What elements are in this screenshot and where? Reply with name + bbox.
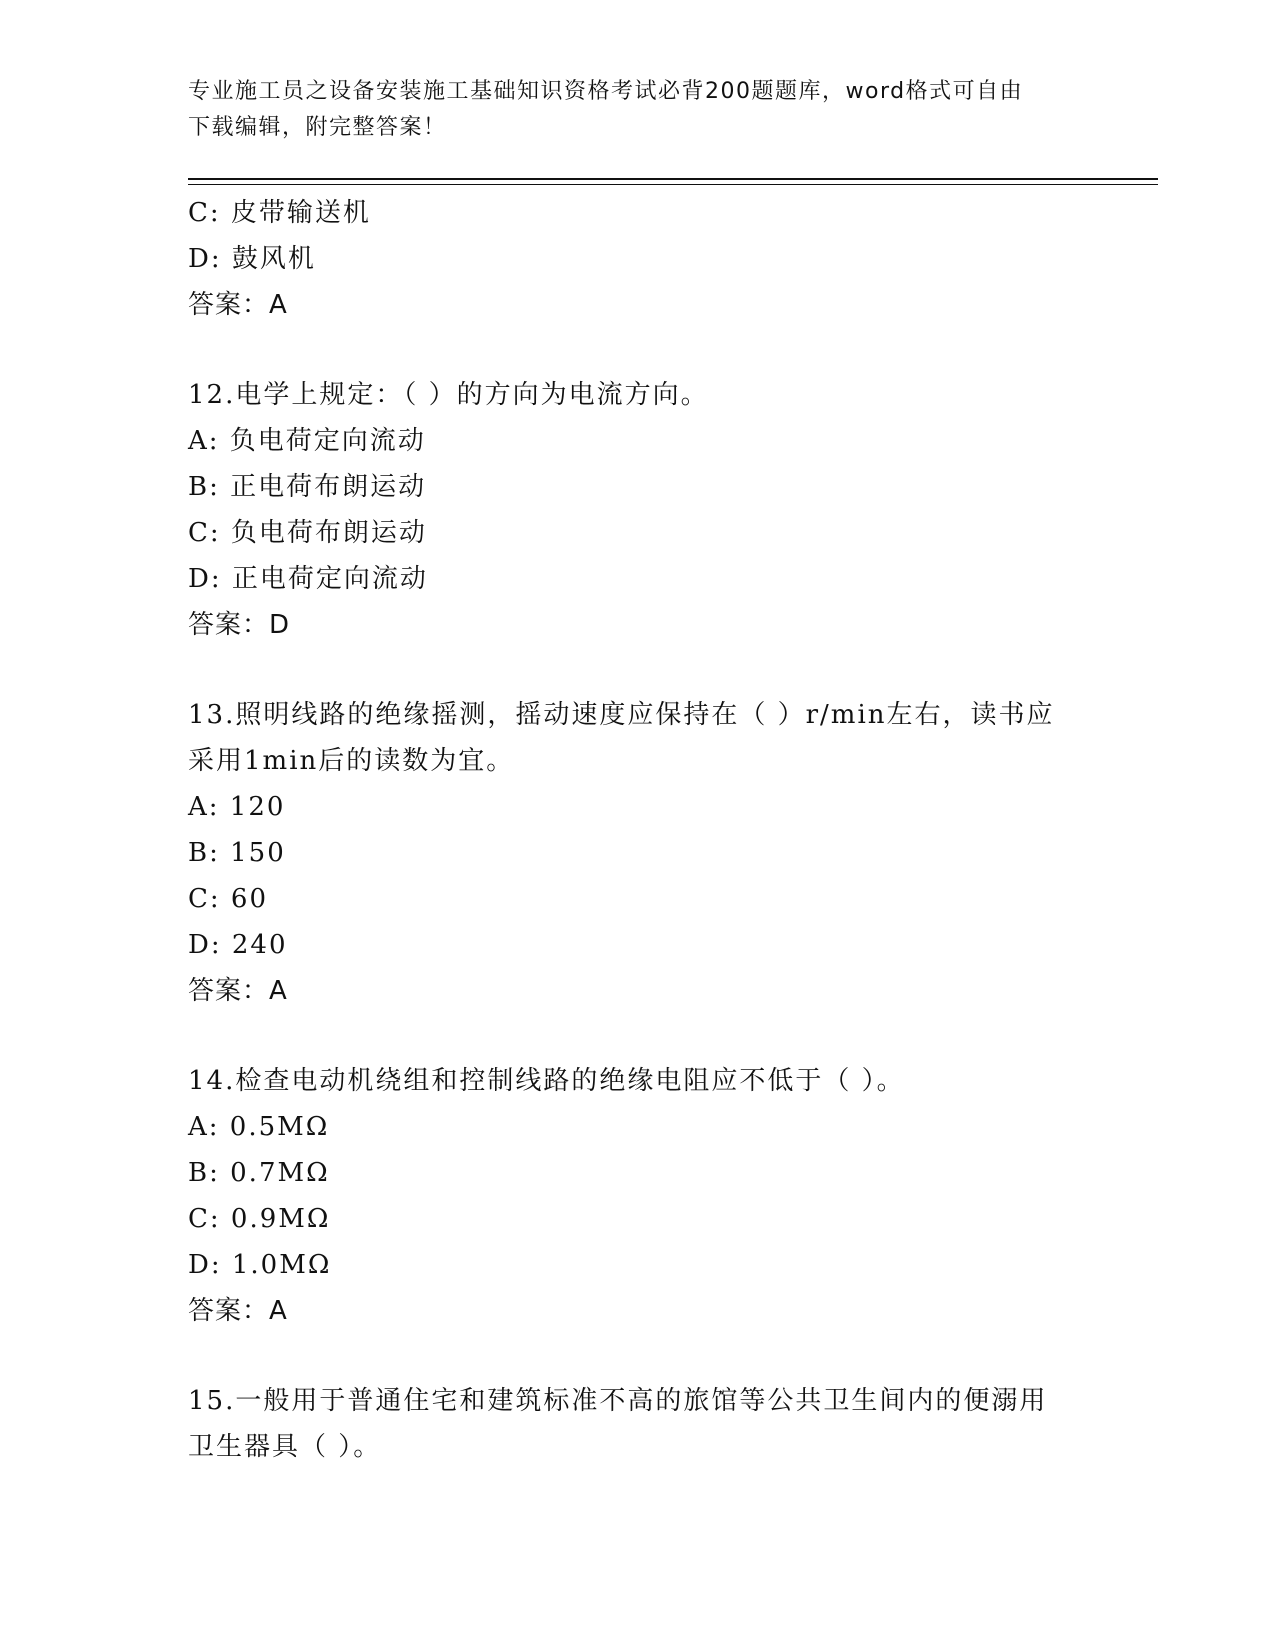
question-block-11 bbox=[188, 190, 1148, 328]
question-block-12 bbox=[188, 372, 1148, 648]
option-c: C: 0.9MΩ bbox=[188, 1204, 331, 1234]
option-c: C: 皮带输送机 bbox=[188, 198, 371, 228]
answer-line: 答案：A bbox=[188, 1296, 288, 1326]
answer-line: 答案：D bbox=[188, 610, 291, 640]
header-line-1: 专业施工员之设备安装施工基础知识资格考试必背200题题库，word格式可自由 bbox=[188, 79, 1024, 104]
question-list bbox=[188, 190, 1148, 1470]
question-block-15 bbox=[188, 1378, 1148, 1470]
answer-line: 答案：A bbox=[188, 976, 288, 1006]
option-b: B: 0.7MΩ bbox=[188, 1158, 330, 1188]
option-c: C: 60 bbox=[188, 884, 269, 914]
option-b: B: 正电荷布朗运动 bbox=[188, 472, 427, 502]
option-a: A: 0.5MΩ bbox=[188, 1112, 330, 1142]
question-block-14 bbox=[188, 1058, 1148, 1334]
question-text: 14.检查电动机绕组和控制线路的绝缘电阻应不低于（ ）。 bbox=[188, 1066, 905, 1096]
answer-line: 答案：A bbox=[188, 290, 288, 320]
option-b: B: 150 bbox=[188, 838, 286, 868]
header-divider-thin bbox=[188, 184, 1158, 185]
question-text: 12.电学上规定：（ ）的方向为电流方向。 bbox=[188, 380, 709, 410]
question-text: 15.一般用于普通住宅和建筑标准不高的旅馆等公共卫生间内的便溺用 bbox=[188, 1386, 1048, 1416]
option-d: D: 正电荷定向流动 bbox=[188, 564, 428, 594]
question-text-cont: 卫生器具（ ）。 bbox=[188, 1432, 382, 1462]
question-text: 13.照明线路的绝缘摇测，摇动速度应保持在（ ）r/min左右，读书应 bbox=[188, 700, 1055, 730]
header-line-2: 下载编辑，附完整答案！ bbox=[188, 115, 447, 140]
option-d: D: 1.0MΩ bbox=[188, 1250, 332, 1280]
option-a: A: 负电荷定向流动 bbox=[188, 426, 426, 456]
question-block-13 bbox=[188, 692, 1148, 1014]
question-text-cont: 采用1min后的读数为宜。 bbox=[188, 746, 515, 776]
option-d: D: 240 bbox=[188, 930, 288, 960]
option-d: D: 鼓风机 bbox=[188, 244, 316, 274]
header-divider-thick bbox=[188, 178, 1158, 180]
option-c: C: 负电荷布朗运动 bbox=[188, 518, 427, 548]
option-a: A: 120 bbox=[188, 792, 286, 822]
document-header bbox=[188, 74, 1088, 146]
